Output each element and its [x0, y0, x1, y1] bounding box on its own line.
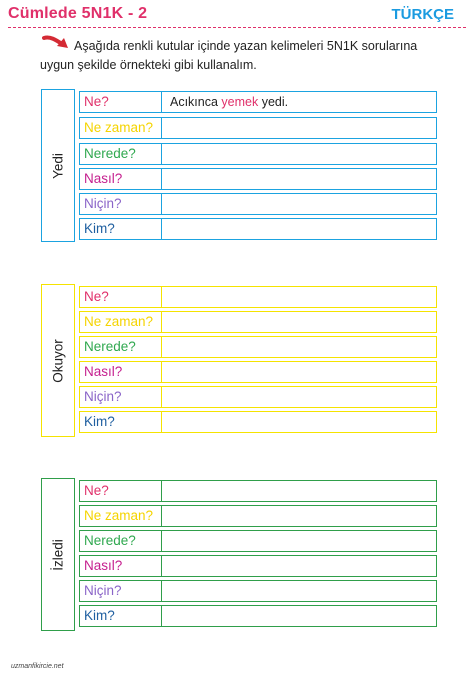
answer-field[interactable] — [162, 144, 436, 164]
verb-label: İzledi — [50, 538, 66, 571]
question-row — [79, 480, 437, 502]
page-title: Cümlede 5N1K - 2 — [8, 5, 148, 22]
answer-field[interactable] — [162, 219, 436, 239]
block-okuyor — [41, 284, 439, 437]
verb-label: Okuyor — [50, 338, 66, 383]
question-label: Nerede? — [84, 533, 136, 548]
question-label: Ne zaman? — [84, 508, 154, 523]
question-row — [79, 555, 437, 577]
question-row — [79, 286, 437, 308]
question-row — [79, 605, 437, 627]
answer-field[interactable] — [162, 412, 436, 432]
answer-field[interactable] — [162, 606, 436, 626]
question-label: Ne? — [84, 289, 109, 304]
answer-field[interactable] — [162, 481, 436, 501]
question-row — [79, 580, 437, 602]
instruction-line-2: uygun şekilde örnekteki gibi kullanalım. — [40, 58, 257, 72]
question-label: Niçin? — [84, 196, 122, 211]
question-row — [79, 143, 437, 165]
instruction-line-1: Aşağıda renkli kutular içinde yazan kelimeleri 5N1K sorularına — [74, 39, 418, 53]
question-row — [79, 91, 437, 113]
question-row — [79, 386, 437, 408]
example-answer: Acıkınca yemek yedi. — [170, 95, 289, 109]
question-label: Ne zaman? — [84, 314, 154, 329]
question-label: Nasıl? — [84, 364, 123, 379]
answer-field[interactable] — [162, 337, 436, 357]
answer-field[interactable] — [162, 387, 436, 407]
question-row — [79, 311, 437, 333]
question-label: Niçin? — [84, 583, 122, 598]
answer-field[interactable] — [162, 312, 436, 332]
question-row — [79, 193, 437, 215]
answer-field[interactable] — [162, 556, 436, 576]
instruction-text — [40, 37, 450, 75]
answer-field[interactable] — [162, 581, 436, 601]
question-label: Kim? — [84, 608, 115, 623]
question-row — [79, 336, 437, 358]
question-row — [79, 218, 437, 240]
question-label: Ne zaman? — [84, 120, 154, 135]
block-yedi — [41, 89, 439, 242]
block-izledi — [41, 478, 439, 631]
question-row — [79, 411, 437, 433]
question-row — [79, 117, 437, 139]
verb-label: Yedi — [50, 152, 66, 179]
question-row — [79, 505, 437, 527]
question-label: Ne? — [84, 483, 109, 498]
question-label: Kim? — [84, 414, 115, 429]
verb-cell — [41, 89, 75, 242]
subject-label: TÜRKÇE — [391, 6, 454, 23]
answer-field[interactable] — [162, 362, 436, 382]
site-footer: uzmanfikircie.net — [11, 663, 64, 670]
question-row — [79, 530, 437, 552]
question-label: Nasıl? — [84, 558, 123, 573]
verb-cell — [41, 284, 75, 437]
answer-field[interactable] — [162, 531, 436, 551]
question-label: Nerede? — [84, 339, 136, 354]
question-label: Niçin? — [84, 389, 122, 404]
answer-field[interactable] — [162, 169, 436, 189]
question-label: Ne? — [84, 94, 109, 109]
question-row — [79, 361, 437, 383]
header-divider — [8, 27, 466, 28]
answer-field[interactable] — [162, 118, 436, 138]
answer-field[interactable] — [162, 194, 436, 214]
question-label: Kim? — [84, 221, 115, 236]
answer-field[interactable] — [162, 506, 436, 526]
question-label: Nasıl? — [84, 171, 123, 186]
question-row — [79, 168, 437, 190]
answer-field[interactable] — [162, 287, 436, 307]
question-label: Nerede? — [84, 146, 136, 161]
verb-cell — [41, 478, 75, 631]
answer-field[interactable] — [162, 92, 436, 112]
